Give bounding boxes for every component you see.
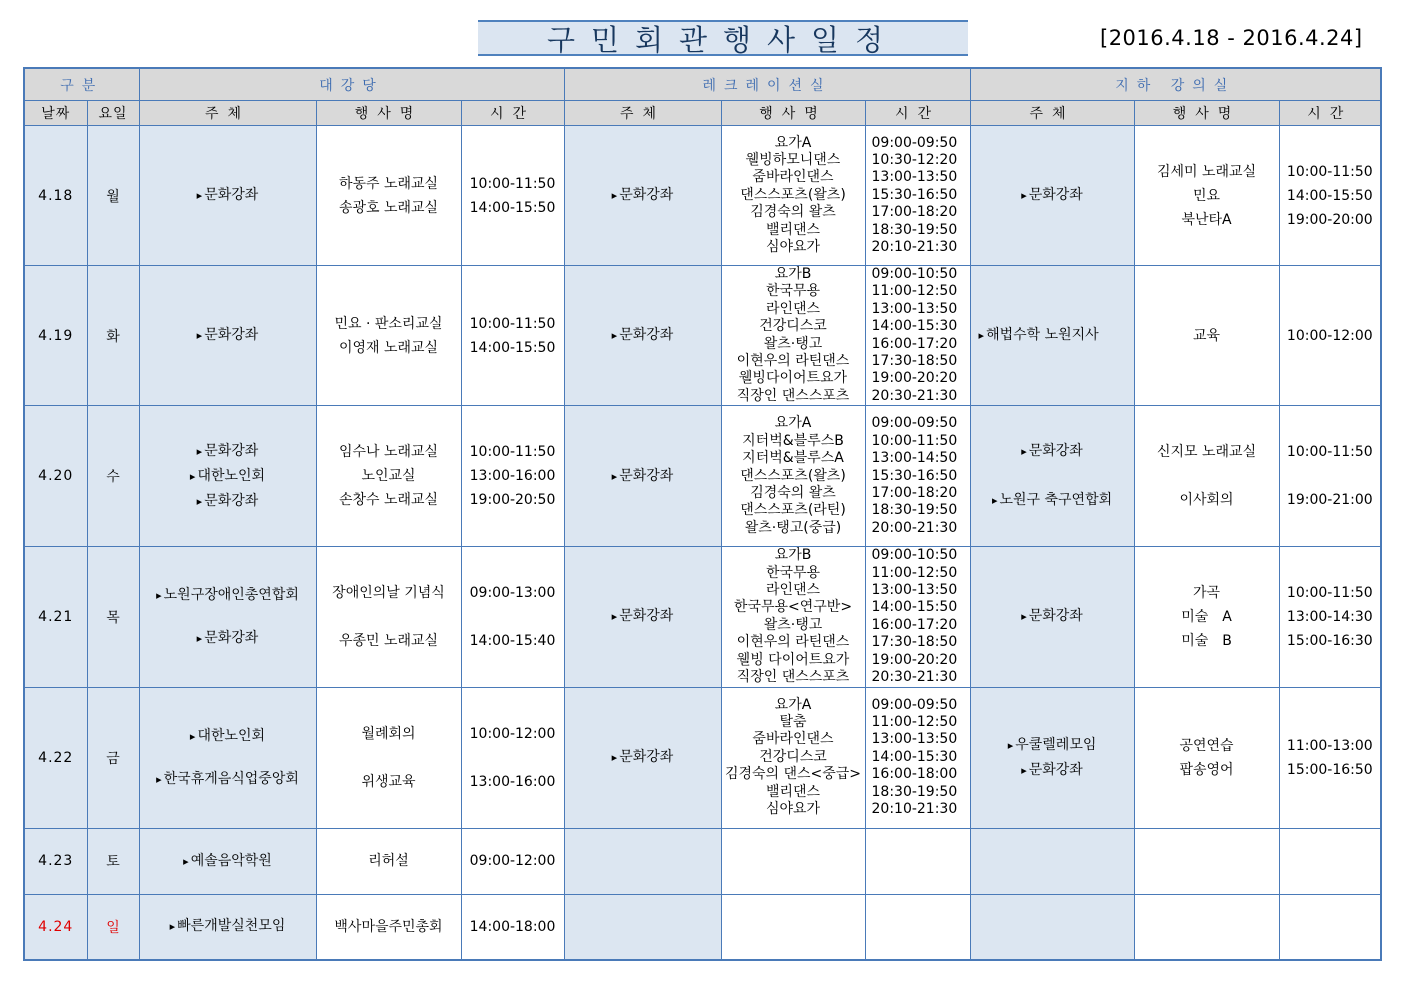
base-time-cell bbox=[1279, 547, 1381, 687]
rec-event: 한국무용 bbox=[765, 564, 821, 581]
rec-host: ▸ 문화강좌 bbox=[565, 183, 721, 208]
hall-host-cell bbox=[139, 406, 316, 547]
rec-event: 한국무용<연구반> bbox=[733, 599, 853, 616]
rec-event: 웰빙 다이어트요가 bbox=[736, 651, 850, 668]
venue-hall: 대강당 bbox=[139, 68, 564, 101]
rec-time: 13:00-13:50 bbox=[871, 169, 958, 186]
rec-time: 20:00-21:30 bbox=[871, 519, 958, 536]
hall-time: 14:00-15:40 bbox=[469, 632, 556, 649]
rec-time: 10:30-12:20 bbox=[871, 151, 958, 168]
hall-event: 민요 · 판소리교실 bbox=[334, 315, 443, 332]
rec-time: 20:30-21:30 bbox=[871, 387, 958, 404]
hall-event: 장애인의날 기념식 bbox=[332, 584, 445, 601]
rec-event: 김경숙의 왈츠 bbox=[750, 484, 836, 501]
rec-event: 탈춤 bbox=[779, 713, 807, 730]
base-time-cell bbox=[1279, 266, 1381, 406]
base-event: 가곡 bbox=[1193, 584, 1221, 601]
hall-time: 10:00-11:50 bbox=[469, 175, 556, 192]
day-cell: 토 bbox=[87, 828, 139, 894]
rec-host-cell bbox=[564, 547, 721, 687]
rec-event: 직장인 댄스스포츠 bbox=[736, 669, 850, 686]
rec-event: 밸리댄스 bbox=[765, 221, 821, 238]
hall-time: 19:00-20:50 bbox=[469, 492, 556, 509]
rec-time-cell bbox=[865, 547, 970, 687]
rec-time-cell bbox=[865, 126, 970, 266]
day-row bbox=[24, 828, 1381, 894]
day-row bbox=[24, 266, 1381, 406]
base-event: 이사회의 bbox=[1179, 492, 1234, 509]
rec-time: 13:00-13:50 bbox=[871, 731, 958, 748]
rec-event: 지터벅&블루스B bbox=[742, 432, 844, 449]
rec-host-cell bbox=[564, 828, 721, 894]
base-event: 북난타A bbox=[1181, 211, 1232, 228]
col-event: 행사명 bbox=[721, 101, 865, 126]
rec-time-cell bbox=[865, 266, 970, 406]
base-host: ▸ 문화강좌 bbox=[971, 183, 1134, 208]
date-cell: 4.24 bbox=[24, 894, 87, 960]
base-event-cell bbox=[1134, 406, 1279, 547]
rec-time: 16:00-17:20 bbox=[871, 616, 958, 633]
hall-time-cell bbox=[461, 406, 564, 547]
hall-host-cell bbox=[139, 547, 316, 687]
hall-host: ▸ 노원구장애인총연합회 bbox=[140, 583, 316, 608]
rec-event: 건강디스코 bbox=[759, 318, 827, 335]
rec-event: 심야요가 bbox=[765, 239, 821, 256]
rec-host: ▸ 문화강좌 bbox=[565, 604, 721, 629]
rec-event: 댄스스포츠(라틴) bbox=[740, 502, 846, 519]
rec-time: 19:00-20:20 bbox=[871, 370, 958, 387]
rec-event-cell bbox=[721, 894, 865, 960]
hall-event: 손창수 노래교실 bbox=[338, 492, 439, 509]
rec-event: 김경숙의 댄스<중급> bbox=[724, 766, 862, 783]
base-host-cell bbox=[970, 687, 1134, 828]
base-host-cell bbox=[970, 266, 1134, 406]
base-host: ▸ 해법수학 노원지사 bbox=[979, 323, 1134, 348]
base-event: 민요 bbox=[1193, 187, 1221, 204]
col-time: 시간 bbox=[1279, 101, 1381, 126]
rec-event: 김경숙의 왈츠 bbox=[750, 204, 836, 221]
day-cell: 월 bbox=[87, 126, 139, 266]
rec-time: 15:30-16:50 bbox=[871, 467, 958, 484]
rec-event-cell bbox=[721, 126, 865, 266]
hall-time-cell bbox=[461, 828, 564, 894]
base-time: 15:00-16:30 bbox=[1286, 632, 1373, 649]
rec-event: 댄스스포츠(왈츠) bbox=[740, 467, 846, 484]
date-cell: 4.22 bbox=[24, 687, 87, 828]
venue-basement: 지하 강의실 bbox=[970, 68, 1381, 101]
hall-host: ▸ 한국휴게음식업중앙회 bbox=[140, 767, 316, 792]
base-event-cell bbox=[1134, 828, 1279, 894]
rec-time: 19:00-20:20 bbox=[871, 651, 958, 668]
hall-event: 위생교육 bbox=[361, 773, 416, 790]
rec-time-cell bbox=[865, 828, 970, 894]
venue-recreation: 레크레이션실 bbox=[564, 68, 970, 101]
hall-event: 노인교실 bbox=[361, 468, 416, 485]
hall-host: ▸ 문화강좌 bbox=[140, 183, 316, 208]
day-row bbox=[24, 894, 1381, 960]
rec-event: 왈츠·탱고(중급) bbox=[744, 519, 842, 536]
rec-event: 요가B bbox=[774, 266, 812, 282]
rec-time: 16:00-17:20 bbox=[871, 335, 958, 352]
base-event-cell bbox=[1134, 266, 1279, 406]
rec-time: 09:00-09:50 bbox=[871, 415, 958, 432]
rec-event-cell bbox=[721, 406, 865, 547]
hall-host: ▸ 빠른개발실천모임 bbox=[140, 914, 316, 939]
base-time: 15:00-16:50 bbox=[1286, 761, 1373, 778]
date-cell: 4.23 bbox=[24, 828, 87, 894]
base-host-cell bbox=[970, 406, 1134, 547]
col-date: 날짜 bbox=[24, 101, 87, 126]
day-cell: 일 bbox=[87, 894, 139, 960]
rec-event: 지터벅&블루스A bbox=[742, 450, 844, 467]
rec-time: 09:00-09:50 bbox=[871, 696, 958, 713]
base-host: ▸ 문화강좌 bbox=[971, 604, 1134, 629]
rec-time: 17:30-18:50 bbox=[871, 634, 958, 651]
base-host: ▸ 문화강좌 bbox=[971, 439, 1134, 464]
col-time: 시간 bbox=[865, 101, 970, 126]
rec-time: 15:30-16:50 bbox=[871, 186, 958, 203]
day-cell: 수 bbox=[87, 406, 139, 547]
date-range: [2016.4.18 - 2016.4.24] bbox=[1100, 26, 1363, 50]
rec-event: 왈츠·탱고 bbox=[763, 335, 823, 352]
rec-event: 밸리댄스 bbox=[765, 783, 821, 800]
venue-header-row bbox=[24, 68, 1381, 101]
rec-time: 09:00-10:50 bbox=[871, 266, 958, 282]
rec-time: 10:00-11:50 bbox=[871, 432, 958, 449]
hall-host: ▸ 문화강좌 bbox=[140, 323, 316, 348]
col-host: 주체 bbox=[970, 101, 1134, 126]
base-event: 미술 A bbox=[1181, 608, 1232, 625]
day-cell: 화 bbox=[87, 266, 139, 406]
hall-host: ▸ 문화강좌 bbox=[140, 626, 316, 651]
col-event: 행사명 bbox=[1134, 101, 1279, 126]
rec-time: 13:00-14:50 bbox=[871, 450, 958, 467]
hall-time: 14:00-15:50 bbox=[469, 199, 556, 216]
rec-time: 11:00-12:50 bbox=[871, 283, 958, 300]
rec-event: 건강디스코 bbox=[759, 748, 827, 765]
rec-event: 직장인 댄스스포츠 bbox=[736, 387, 850, 404]
rec-host-cell bbox=[564, 894, 721, 960]
base-event-cell bbox=[1134, 894, 1279, 960]
hall-event-cell bbox=[316, 406, 461, 547]
rec-time: 09:00-10:50 bbox=[871, 547, 958, 564]
rec-time: 09:00-09:50 bbox=[871, 134, 958, 151]
hall-time: 13:00-16:00 bbox=[469, 773, 556, 790]
rec-host: ▸ 문화강좌 bbox=[565, 323, 721, 348]
base-event: 미술 B bbox=[1181, 632, 1232, 649]
rec-host-cell bbox=[564, 266, 721, 406]
base-event: 교육 bbox=[1193, 327, 1221, 344]
rec-host-cell bbox=[564, 126, 721, 266]
hall-time: 13:00-16:00 bbox=[469, 468, 556, 485]
hall-host-cell bbox=[139, 894, 316, 960]
hall-event-cell bbox=[316, 126, 461, 266]
rec-event: 요가A bbox=[774, 696, 812, 713]
rec-time: 17:00-18:20 bbox=[871, 484, 958, 501]
rec-time: 18:30-19:50 bbox=[871, 783, 958, 800]
rec-event: 이현우의 라틴댄스 bbox=[736, 353, 850, 370]
rec-time: 20:10-21:30 bbox=[871, 801, 958, 818]
hall-host-cell bbox=[139, 687, 316, 828]
rec-event: 줌바라인댄스 bbox=[752, 731, 834, 748]
day-row bbox=[24, 126, 1381, 266]
col-host: 주체 bbox=[564, 101, 721, 126]
rec-time: 20:10-21:30 bbox=[871, 239, 958, 256]
hall-event: 월례회의 bbox=[361, 725, 416, 742]
rec-event: 댄스스포츠(왈츠) bbox=[740, 186, 846, 203]
base-event: 김세미 노래교실 bbox=[1156, 163, 1257, 180]
base-time: 19:00-21:00 bbox=[1286, 492, 1373, 509]
base-host: ▸ 문화강좌 bbox=[971, 758, 1134, 783]
rec-event: 줌바라인댄스 bbox=[752, 169, 834, 186]
hall-host-cell bbox=[139, 266, 316, 406]
base-time: 10:00-11:50 bbox=[1286, 584, 1373, 601]
rec-time: 14:00-15:30 bbox=[871, 318, 958, 335]
base-time-cell bbox=[1279, 894, 1381, 960]
hall-event-cell bbox=[316, 687, 461, 828]
hall-time-cell bbox=[461, 894, 564, 960]
base-time-cell bbox=[1279, 687, 1381, 828]
rec-time-cell bbox=[865, 894, 970, 960]
hall-event: 송광호 노래교실 bbox=[338, 199, 439, 216]
hall-host-cell bbox=[139, 126, 316, 266]
rec-time: 11:00-12:50 bbox=[871, 713, 958, 730]
hall-time: 10:00-11:50 bbox=[469, 444, 556, 461]
rec-event-cell bbox=[721, 828, 865, 894]
schedule-table bbox=[23, 67, 1382, 961]
col-time: 시간 bbox=[461, 101, 564, 126]
base-time-cell bbox=[1279, 828, 1381, 894]
base-host-cell bbox=[970, 894, 1134, 960]
hall-host: ▸ 대한노인회 bbox=[140, 724, 316, 749]
base-time-cell bbox=[1279, 406, 1381, 547]
rec-event: 웰빙다이어트요가 bbox=[738, 370, 848, 387]
hall-event: 임수나 노래교실 bbox=[338, 444, 439, 461]
rec-event: 라인댄스 bbox=[765, 582, 821, 599]
date-cell: 4.20 bbox=[24, 406, 87, 547]
rec-time: 11:00-12:50 bbox=[871, 564, 958, 581]
rec-time: 13:00-13:50 bbox=[871, 300, 958, 317]
rec-event-cell bbox=[721, 687, 865, 828]
rec-event: 요가A bbox=[774, 415, 812, 432]
hall-time: 14:00-15:50 bbox=[469, 339, 556, 356]
rec-event-cell bbox=[721, 547, 865, 687]
rec-host-cell bbox=[564, 406, 721, 547]
hall-event: 이영재 노래교실 bbox=[338, 339, 439, 356]
base-event: 공연연습 bbox=[1179, 737, 1234, 754]
base-time: 10:00-12:00 bbox=[1286, 327, 1373, 344]
base-host-cell bbox=[970, 828, 1134, 894]
date-cell: 4.19 bbox=[24, 266, 87, 406]
col-day: 요일 bbox=[87, 101, 139, 126]
hall-time: 09:00-13:00 bbox=[469, 584, 556, 601]
rec-time: 17:00-18:20 bbox=[871, 204, 958, 221]
hall-event: 하동주 노래교실 bbox=[338, 175, 439, 192]
col-host: 주체 bbox=[139, 101, 316, 126]
base-event-cell bbox=[1134, 126, 1279, 266]
day-row bbox=[24, 687, 1381, 828]
rec-event: 한국무용 bbox=[765, 283, 821, 300]
rec-time: 18:30-19:50 bbox=[871, 221, 958, 238]
base-event: 팝송영어 bbox=[1179, 761, 1234, 778]
hall-host: ▸ 예솔음악학원 bbox=[140, 849, 316, 874]
hall-time-cell bbox=[461, 266, 564, 406]
base-host: ▸ 우쿨렐레모임 bbox=[971, 733, 1134, 758]
base-time: 10:00-11:50 bbox=[1286, 444, 1373, 461]
base-time: 14:00-15:50 bbox=[1286, 187, 1373, 204]
date-cell: 4.21 bbox=[24, 547, 87, 687]
hall-time: 10:00-12:00 bbox=[469, 725, 556, 742]
rec-time-cell bbox=[865, 687, 970, 828]
rec-host: ▸ 문화강좌 bbox=[565, 745, 721, 770]
base-time: 19:00-20:00 bbox=[1286, 211, 1373, 228]
day-cell: 금 bbox=[87, 687, 139, 828]
section-label: 구분 bbox=[24, 68, 139, 101]
rec-time-cell bbox=[865, 406, 970, 547]
rec-time: 13:00-13:50 bbox=[871, 582, 958, 599]
hall-host-cell bbox=[139, 828, 316, 894]
hall-event: 백사마을주민총회 bbox=[334, 918, 443, 935]
rec-event: 왈츠·탱고 bbox=[763, 616, 823, 633]
hall-host: ▸ 대한노인회 bbox=[140, 464, 316, 489]
base-time: 11:00-13:00 bbox=[1286, 737, 1373, 754]
rec-event: 심야요가 bbox=[765, 801, 821, 818]
day-row bbox=[24, 547, 1381, 687]
hall-time: 10:00-11:50 bbox=[469, 315, 556, 332]
rec-time: 17:30-18:50 bbox=[871, 353, 958, 370]
hall-event: 리허설 bbox=[368, 853, 409, 869]
base-time-cell bbox=[1279, 126, 1381, 266]
rec-time: 18:30-19:50 bbox=[871, 502, 958, 519]
rec-time: 14:00-15:30 bbox=[871, 748, 958, 765]
rec-event: 요가B bbox=[774, 547, 812, 564]
rec-time: 16:00-18:00 bbox=[871, 766, 958, 783]
rec-event-cell bbox=[721, 266, 865, 406]
base-host: ▸ 노원구 축구연합회 bbox=[971, 488, 1134, 513]
hall-time: 09:00-12:00 bbox=[469, 853, 556, 869]
hall-event: 우종민 노래교실 bbox=[338, 632, 439, 649]
rec-event: 라인댄스 bbox=[765, 300, 821, 317]
column-header-row bbox=[24, 101, 1381, 126]
col-event: 행사명 bbox=[316, 101, 461, 126]
hall-time-cell bbox=[461, 126, 564, 266]
hall-host: ▸ 문화강좌 bbox=[140, 489, 316, 514]
base-time: 13:00-14:30 bbox=[1286, 608, 1373, 625]
base-host-cell bbox=[970, 547, 1134, 687]
rec-event: 이현우의 라틴댄스 bbox=[736, 634, 850, 651]
day-cell: 목 bbox=[87, 547, 139, 687]
hall-event-cell bbox=[316, 547, 461, 687]
rec-host-cell bbox=[564, 687, 721, 828]
rec-time: 20:30-21:30 bbox=[871, 669, 958, 686]
rec-host: ▸ 문화강좌 bbox=[565, 464, 721, 489]
hall-event-cell bbox=[316, 894, 461, 960]
base-event-cell bbox=[1134, 547, 1279, 687]
hall-host: ▸ 문화강좌 bbox=[140, 439, 316, 464]
date-cell: 4.18 bbox=[24, 126, 87, 266]
base-host-cell bbox=[970, 126, 1134, 266]
hall-time: 14:00-18:00 bbox=[469, 918, 556, 935]
page-title: 구민회관행사일정 bbox=[478, 20, 968, 56]
day-row bbox=[24, 406, 1381, 547]
base-time: 10:00-11:50 bbox=[1286, 163, 1373, 180]
rec-event: 웰빙하모니댄스 bbox=[745, 151, 841, 168]
base-event: 신지모 노래교실 bbox=[1156, 444, 1257, 461]
rec-event: 요가A bbox=[774, 134, 812, 151]
base-event-cell bbox=[1134, 687, 1279, 828]
rec-time: 14:00-15:50 bbox=[871, 599, 958, 616]
hall-event-cell bbox=[316, 266, 461, 406]
hall-time-cell bbox=[461, 687, 564, 828]
hall-event-cell bbox=[316, 828, 461, 894]
hall-time-cell bbox=[461, 547, 564, 687]
